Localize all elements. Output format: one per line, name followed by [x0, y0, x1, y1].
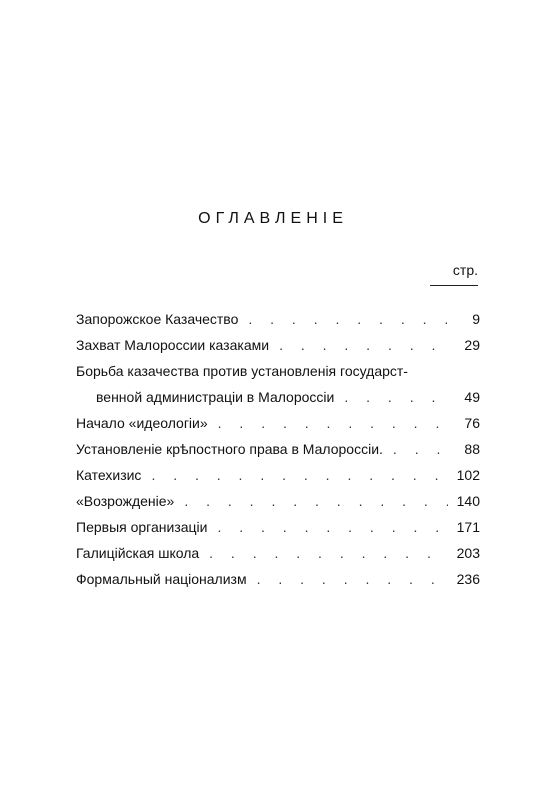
toc-entry-title: Начало «идеологіи» [76, 415, 208, 431]
toc-entry [76, 410, 480, 436]
toc-entry [76, 358, 480, 410]
toc-entry-title: Установленіе крѣпостного права в Малороссіи. [76, 441, 383, 457]
toc-entry-page: 49 [464, 389, 480, 405]
page-title: ОГЛАВЛЕНIЕ [198, 210, 348, 227]
dot-leader [151, 462, 448, 488]
toc-entry-title: Галиційская школа [76, 545, 200, 561]
toc-entry-page: 29 [464, 337, 480, 353]
toc-entry-page: 102 [456, 467, 480, 483]
dot-leader [209, 540, 448, 566]
toc-entry [76, 514, 480, 540]
dot-leader [344, 384, 448, 410]
toc-entry-page: 236 [456, 571, 480, 587]
dot-leader [393, 436, 448, 462]
toc-entry-page: 171 [456, 519, 480, 535]
toc-entry [76, 462, 480, 488]
toc-entry [76, 436, 480, 462]
toc-entry-title-line2: венной администраціи в Малороссіи [96, 389, 335, 405]
toc-entry [76, 488, 480, 514]
toc-entry-title: Захват Малороссии казаками [76, 337, 270, 353]
toc-entry-title: Первыя организаціи [76, 519, 208, 535]
toc-entry [76, 306, 480, 332]
dot-leader [257, 566, 448, 592]
dot-leader [217, 514, 448, 540]
toc-entry-page: 140 [456, 493, 480, 509]
toc-entry [76, 566, 480, 592]
table-of-contents [76, 306, 480, 592]
toc-entry-title: Катехизис [76, 467, 142, 483]
toc-entry-title: «Возрожденіе» [76, 493, 175, 509]
page-column-label: стр. [452, 262, 478, 278]
toc-entry-page: 203 [456, 545, 480, 561]
dot-leader [218, 410, 448, 436]
dot-leader [184, 488, 448, 514]
dot-leader [248, 306, 448, 332]
toc-entry-page: 9 [472, 311, 480, 327]
toc-entry-title: Формальный націонализм [76, 571, 247, 587]
toc-entry [76, 540, 480, 566]
toc-entry-title-line1: Борьба казачества против установленія государст- [76, 363, 408, 379]
toc-entry-title: Запорожское Казачество [76, 311, 239, 327]
dot-leader [279, 332, 448, 358]
toc-entry-page: 76 [464, 415, 480, 431]
toc-entry-page: 88 [464, 441, 480, 457]
page-column-rule [430, 285, 478, 286]
toc-entry [76, 332, 480, 358]
